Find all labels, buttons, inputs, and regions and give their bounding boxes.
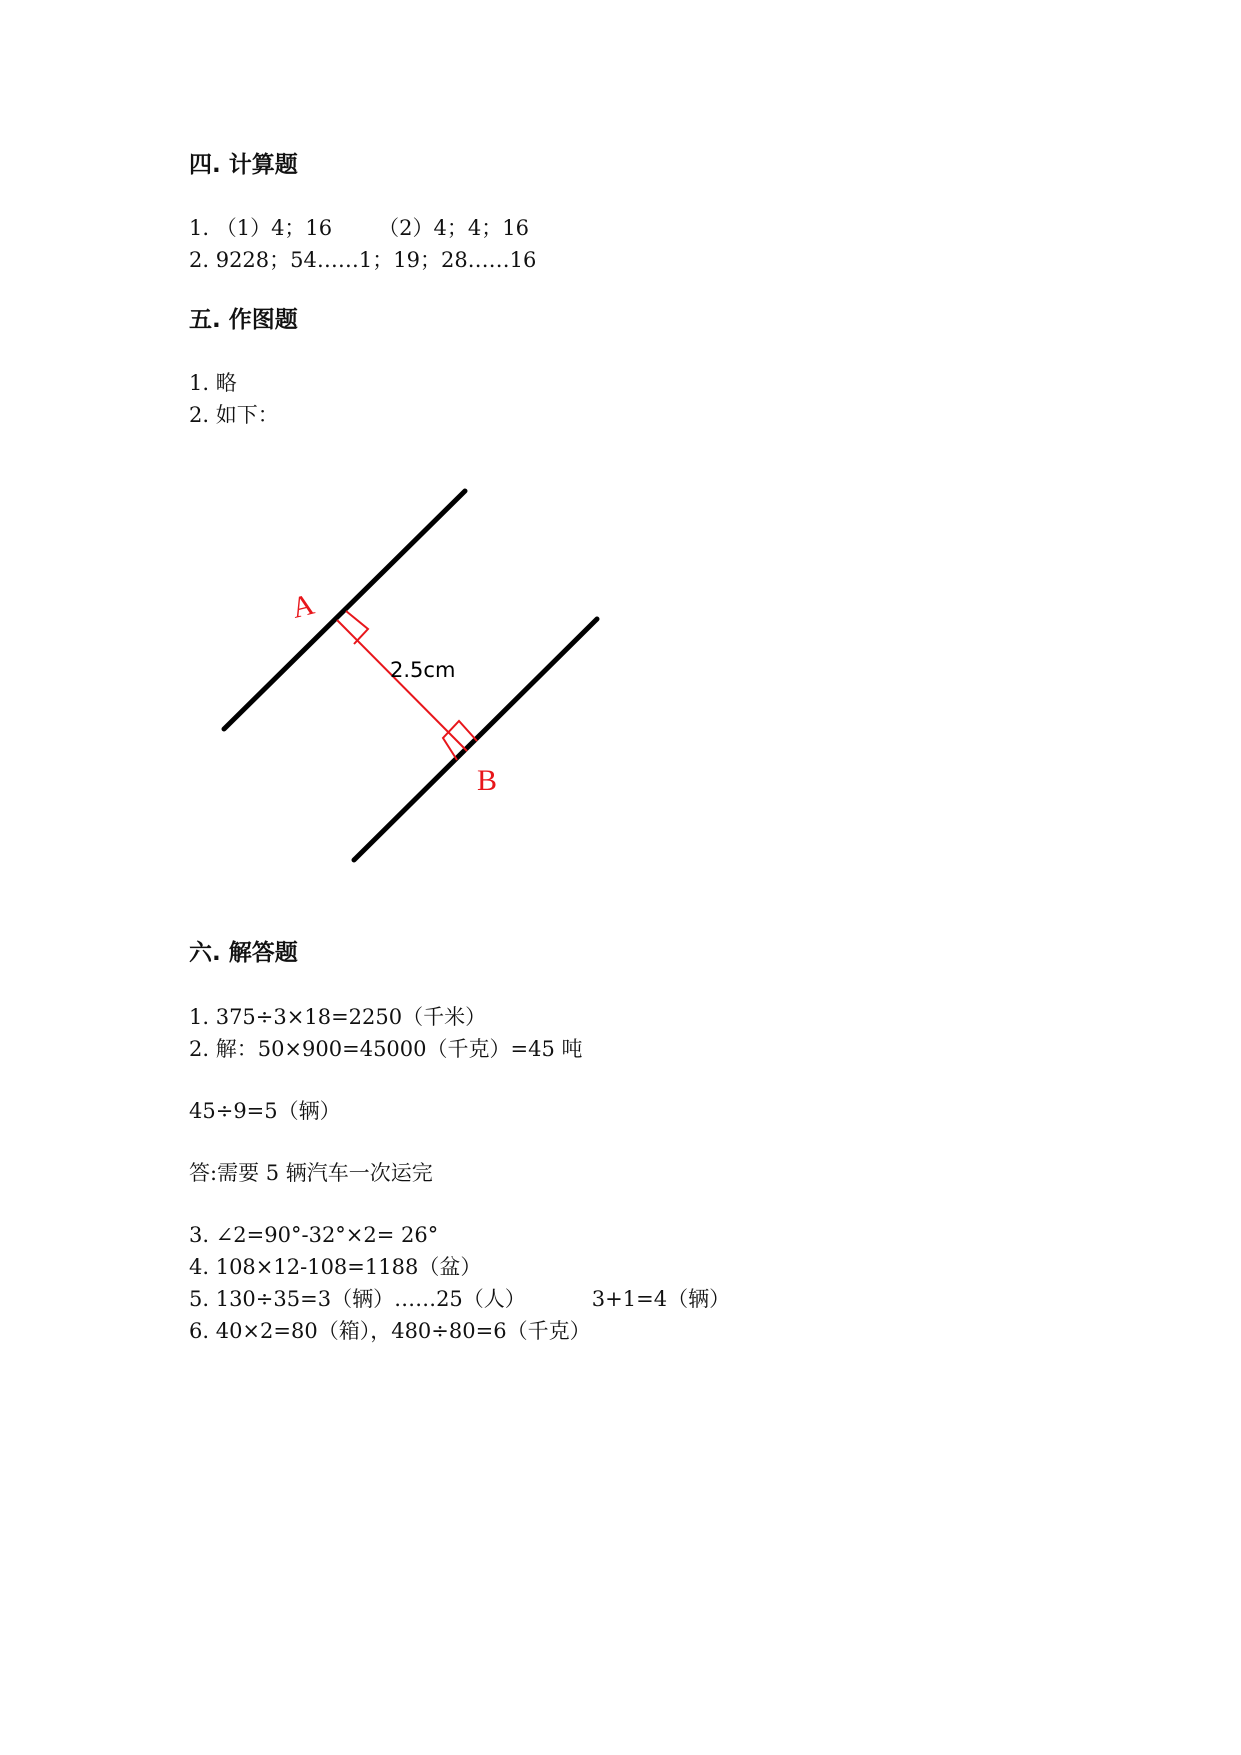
section-six-q5-part1: 5. 130÷35=3（辆）……25（人）: [189, 1287, 526, 1311]
parallel-lines-figure: [189, 470, 629, 890]
section-six-q2: 2. 解：50×900=45000（千克）=45 吨: [189, 1037, 583, 1061]
distance-label: 2.5cm: [390, 658, 456, 682]
section-six-title: 六. 解答题: [189, 940, 298, 966]
perpendicular-segment: [337, 620, 467, 751]
section-five-title: 五. 作图题: [189, 307, 298, 333]
point-a-label: A: [288, 587, 318, 625]
section-four-q1-part2: （2）4；4；16: [378, 216, 529, 240]
line-a: [224, 491, 465, 729]
section-four-q2: 2. 9228；54……1；19；28……16: [189, 248, 537, 272]
section-four-title: 四. 计算题: [189, 152, 298, 178]
section-six-q6: 6. 40×2=80（箱），480÷80=6（千克）: [189, 1319, 591, 1343]
section-four-q1-part1: 1. （1）4；16: [189, 216, 333, 240]
section-six-q5-part2: 3+1=4（辆）: [591, 1287, 731, 1311]
section-six-q4: 4. 108×12-108=1188（盆）: [189, 1255, 482, 1279]
section-six-q1: 1. 375÷3×18=2250（千米）: [189, 1005, 487, 1029]
section-five-q2: 2. 如下：: [189, 403, 279, 427]
section-six-q2-answer: 答:需要 5 辆汽车一次运完: [189, 1161, 433, 1185]
section-six-q2-step: 45÷9=5（辆）: [189, 1099, 341, 1123]
point-b-label: B: [477, 764, 498, 797]
section-four-q1: [189, 213, 529, 243]
section-six-q3: 3. ∠2=90°-32°×2= 26°: [189, 1223, 439, 1247]
section-six-q5: [189, 1284, 730, 1314]
section-five-q1: 1. 略: [189, 371, 237, 395]
